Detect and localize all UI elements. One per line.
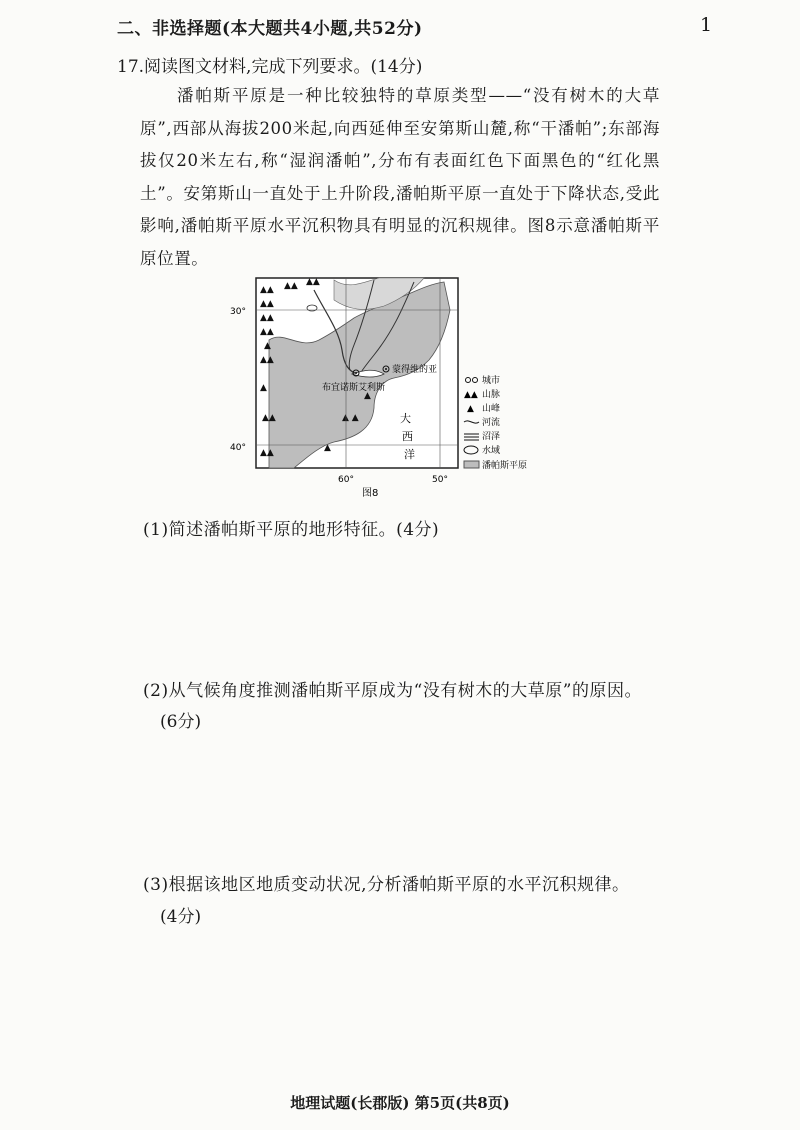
section-title: 二、非选择题(本大题共4小题,共52分): [117, 19, 423, 39]
lat-label-40: 40°: [230, 443, 246, 453]
legend-city: 城市: [482, 376, 501, 386]
legend-pampas: 潘帕斯平原: [482, 461, 528, 471]
lat-label-30: 30°: [230, 307, 246, 317]
subquestion-3-points: (4分): [160, 907, 202, 927]
legend: [464, 374, 527, 471]
reading-passage: 潘帕斯平原是一种比较独特的草原类型——“没有树木的大草原”,西部从海拔200米起,向西延伸至安第斯山麓,称“干潘帕”;东部海拔仅20米左右,称“湿润潘帕”,分布有表面红色下面黑色的“红化黑土”。安第斯山一直处于上升阶段,潘帕斯平原一直处于下降状态,受此影响,潘帕斯平原水平沉积物具有明显的沉积规律。图8示意潘帕斯平原位置。: [140, 86, 660, 268]
question-17-header: 17.阅读图文材料,完成下列要求。(14分): [117, 57, 423, 77]
svg-text:▲: ▲: [264, 341, 271, 351]
svg-text:▲▲: ▲▲: [284, 281, 298, 291]
legend-river: 河流: [482, 418, 501, 428]
lon-label-50: 50°: [432, 475, 448, 485]
subquestion-2-points: (6分): [160, 712, 202, 732]
legend-peak: 山峰: [482, 404, 501, 414]
svg-text:▲: ▲: [260, 383, 267, 393]
ocean-label-3: 洋: [404, 448, 415, 461]
river-icon: [464, 421, 479, 423]
subquestion-2: (2)从气候角度推测潘帕斯平原成为“没有树木的大草原”的原因。: [143, 681, 642, 701]
svg-text:▲▲: ▲▲: [260, 313, 274, 323]
svg-text:▲: ▲: [324, 443, 331, 453]
svg-text:▲▲: ▲▲: [260, 327, 274, 337]
city-buenos-aires-dot: [355, 372, 357, 374]
figure-caption: 图8: [362, 488, 379, 499]
marsh-icon: [464, 434, 479, 440]
svg-text:▲▲: ▲▲: [260, 285, 274, 295]
city-icon: [466, 378, 478, 383]
svg-text:▲ ▲: ▲ ▲: [342, 413, 359, 423]
svg-text:▲▲: ▲▲: [306, 277, 320, 287]
ocean-label-1: 大: [400, 412, 411, 425]
legend-water: 水域: [482, 446, 501, 456]
svg-text:▲▲: ▲▲: [262, 413, 276, 423]
svg-text:▲▲: ▲▲: [260, 448, 274, 458]
city-label-montevideo: 蒙得维的亚: [392, 365, 438, 375]
subquestion-1: (1)简述潘帕斯平原的地形特征。(4分): [143, 520, 440, 540]
pampas-icon: [464, 461, 479, 468]
peak-icon: ▲: [467, 404, 474, 414]
ocean-label-2: 西: [402, 430, 413, 443]
svg-text:▲: ▲: [364, 391, 371, 401]
page-number-mark: 1: [700, 14, 713, 36]
figure-8-map: [224, 270, 564, 510]
legend-marsh: 沼泽: [482, 432, 501, 442]
water-body-icon: [464, 446, 478, 454]
svg-text:▲▲: ▲▲: [260, 299, 274, 309]
subquestion-3: (3)根据该地区地质变动状况,分析潘帕斯平原的水平沉积规律。: [143, 875, 630, 895]
svg-text:▲▲: ▲▲: [260, 355, 274, 365]
map-svg: [224, 270, 564, 510]
city-montevideo-dot: [385, 368, 387, 370]
mountain-range-icon: ▲▲: [464, 390, 478, 400]
lon-label-60: 60°: [338, 475, 354, 485]
page-footer: 地理试题(长郡版) 第5页(共8页): [290, 1094, 510, 1112]
city-label-buenos-aires: 布宜诺斯艾利斯: [322, 383, 386, 393]
legend-mountain: 山脉: [482, 390, 501, 400]
